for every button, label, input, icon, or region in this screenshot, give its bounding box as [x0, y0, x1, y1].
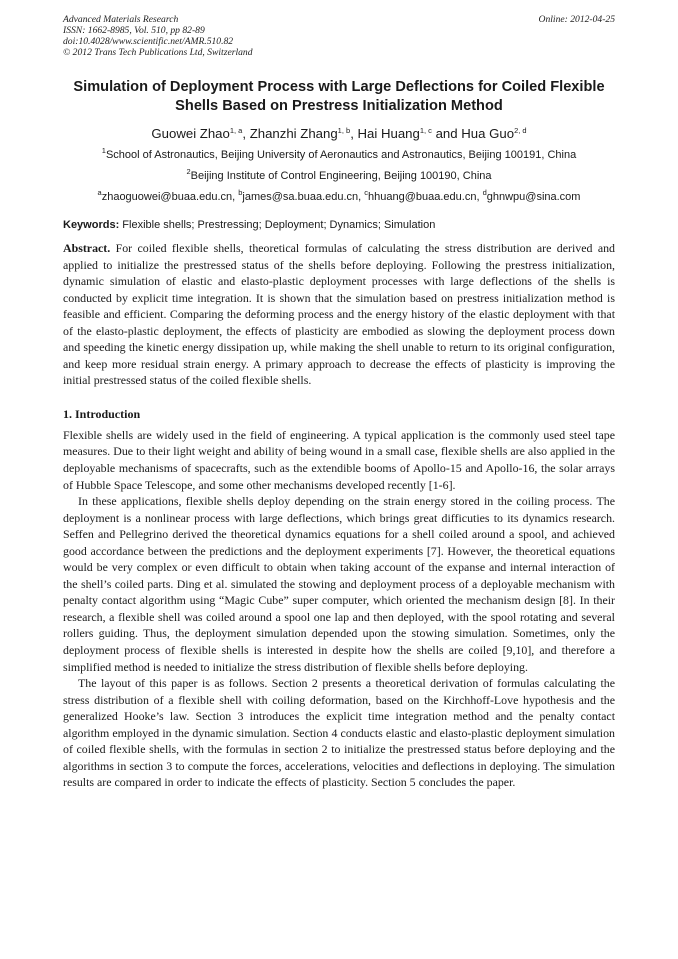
email-address: hhuang@buaa.edu.cn, [368, 191, 483, 203]
author-affiliation-mark: 1, a [229, 126, 243, 135]
abstract-label: Abstract. [63, 241, 111, 255]
section-heading: 1. Introduction [63, 406, 141, 421]
author-affiliation-mark: 1, b [337, 126, 351, 135]
journal-issn: ISSN: 1662-8985, Vol. 510, pp 82-89 [63, 25, 205, 36]
paragraph: In these applications, flexible shells deploy depending on the strain energy stored in the coiling process. The deployment is a nonlinear process with large deflections, which brings great difficuties to its dynamics research. Seffen and Pellegrino derived the theoretical dynamics equations for a shell coiled around a spool, and achieved good accordance between the predictions and the deployment experiments [7]. However, the theoretical equations would be very complex or even difficult to obtain when taking account of the expanse and internal interaction of the shell’s coiled parts. Ding et al. simulated the stowing and deployment process of a deployable mechanism with penalty contact algorithm using “Magic Cube” super computer, which oriented the mechanism design [8]. In their research, a flexible shell was coiled around a spool one lap and then deployed, with the spool rotating and several rollers guiding. Thus, the deployment simulation depended upon the stowing simulation. Sometimes, only the deployment process of flexible shells is interested in despite how the shells are coiled [9,10], and therefore a simplified method is needed to initialize the stress distribution of flexible shells before deploying. [63, 494, 615, 674]
author-separator: , [242, 126, 250, 141]
affiliation [63, 167, 615, 183]
author: Hai Huang [357, 126, 420, 141]
paper-title: Simulation of Deployment Process with Large Deflections for Coiled Flexible Shells Based on Prestress Initialization Method [73, 79, 605, 114]
journal-name: Advanced Materials Research [63, 14, 179, 25]
keywords [63, 219, 615, 232]
email-mark: d [482, 188, 487, 197]
paragraph: Flexible shells are widely used in the field of engineering. A typical application is the commonly used steel tape measures. Due to their light weight and ability of being wound in a small case, flexible shells are also applied in the deployable mechanisms of spacecrafts, such as the extendible booms of Apollo-15 and Apollo-16, the solar arrays of Hubble Space Telescope, and some other mechanisms developed recently [1-6]. [63, 427, 615, 492]
keywords-label: Keywords: [63, 219, 120, 231]
email-mark: b [238, 188, 243, 197]
email-list [63, 188, 615, 204]
paragraph: The layout of this paper is as follows. Section 2 presents a theoretical derivation of formulas calculating the stress distribution of a flexible shell with coiling deformation, based on the Kirchhoff-Love hypothesis and the generalized Hooke’s law. Section 3 introduces the explicit time integration method and the penalty contact algorithm employed in the dynamic simulation. Section 4 conducts elastic and elasto-plastic deployment simulation of coiled flexible shells, with the formulas in section 2 to initialize the prestressed status before deploying and the algorithms in section 3 to compute the forces, accelerations, velocities and deflections in deploying. The simulation results are compared in order to indicate the effects of plasticity. Section 5 concludes the paper. [63, 676, 615, 790]
journal-header [63, 14, 615, 58]
author-separator: and [431, 126, 462, 141]
author-affiliation-mark: 2, d [514, 126, 527, 135]
journal-copyright: © 2012 Trans Tech Publications Ltd, Switzerland [63, 47, 253, 58]
abstract-text: For coiled flexible shells, theoretical formulas of calculating the stress distribution are derived and applied to initialize the prestressed status of the shells before deploying. Following the prestress initialization, dynamic simulation of elastic and elasto-plastic deployment processes with large deflections of the shells is conducted by explicit time integration. It is shown that the simulation based on prestress initialization method is feasible and efficient. Comparing the deforming process and the energy history of the elastic deployment with that of the elasto-plastic deployment, the effects of plasticity are embodied as slowing the deployment process down and speeding the kinetic energy dissipation up, while making the shell unable to return to its original configuration, and keep more residual strain energy. A primary approach to decrease the effects of plasticity is improving the initial prestressed status of the coiled flexible shells. [63, 241, 615, 388]
email-address: james@sa.buaa.edu.cn, [242, 191, 365, 203]
email-mark: c [364, 188, 369, 197]
abstract [63, 240, 615, 389]
affiliation [63, 146, 615, 162]
affiliation-text: Beijing Institute of Control Engineering, Beijing 100190, China [190, 170, 492, 182]
online-date: Online: 2012-04-25 [538, 14, 615, 25]
author: Hua Guo [461, 126, 515, 141]
affiliation-mark: 2 [186, 167, 191, 176]
author-list [63, 126, 615, 142]
author: Guowei Zhao [151, 126, 230, 141]
affiliation-mark: 1 [101, 146, 106, 155]
journal-doi: doi:10.4028/www.scientific.net/AMR.510.82 [63, 36, 234, 47]
author-separator: , [350, 126, 358, 141]
email-mark: a [97, 188, 102, 197]
author: Zhanzhi Zhang [249, 126, 338, 141]
affiliation-text: School of Astronautics, Beijing University of Aeronautics and Astronautics, Beijing 100191, China [105, 149, 577, 161]
author-affiliation-mark: 1, c [419, 126, 432, 135]
keywords-text: Flexible shells; Prestressing; Deployment; Dynamics; Simulation [119, 219, 436, 231]
email-address: ghnwpu@sina.com [486, 191, 581, 203]
email-address: zhaoguowei@buaa.edu.cn, [101, 191, 239, 203]
